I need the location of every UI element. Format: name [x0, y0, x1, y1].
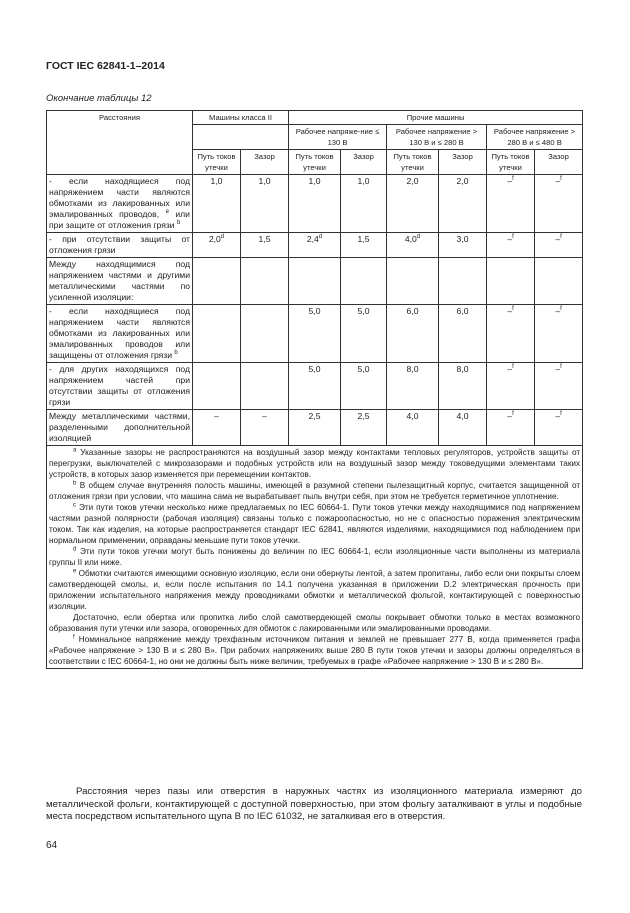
footnote-ref: f — [560, 411, 562, 418]
footnote-ref: f — [512, 176, 514, 183]
row-label-text: - для других находящихся под напряжением частей при отсутствии защиты от отложения грязи — [49, 364, 190, 407]
header-other-machines: Прочие машины — [289, 111, 583, 125]
value-cell — [439, 258, 487, 305]
row-label-text: Между металлическими частями, разделенными дополнительной изоляцией — [49, 411, 190, 443]
cell-value: 5,0 — [308, 364, 321, 374]
value-cell — [535, 410, 583, 446]
cell-value: 2,0 — [208, 234, 221, 244]
cell-value: 4,0 — [406, 411, 419, 421]
cell-value: 5,0 — [357, 306, 370, 316]
value-cell — [289, 305, 341, 363]
value-cell — [535, 305, 583, 363]
footnote — [49, 447, 580, 480]
footnote-ref: f — [512, 411, 514, 418]
cell-value: – — [507, 411, 513, 421]
value-cell — [439, 175, 487, 233]
footnote-text: Обмотки считаются имеющими основную изоляцию, если они обернуты лентой, а затем пропитаны, либо если они покрыты слоем самотвердеющей смолы, и, если после испытания по 14.1 получена указанная в приложении D.2 электрическая прочность при приложении испытательного напряжения между проводниками обмотки и металлической фольгой, контактирующей с поверхностью изоляции. — [49, 569, 581, 611]
value-cell — [289, 175, 341, 233]
table-row — [47, 363, 583, 410]
footnote-marker: c — [73, 502, 76, 509]
footnote-ref: f — [560, 176, 562, 183]
cell-value: 1,5 — [357, 234, 370, 244]
creepage-clearance-table — [46, 110, 583, 669]
footnote-ref: f — [560, 234, 562, 241]
value-cell — [289, 258, 341, 305]
value-cell — [289, 410, 341, 446]
value-cell — [193, 305, 241, 363]
footnote-ref: f — [512, 234, 514, 241]
value-cell — [439, 410, 487, 446]
cell-value: – — [507, 306, 513, 316]
value-cell — [241, 363, 289, 410]
value-cell — [387, 175, 439, 233]
cell-value: 1,0 — [258, 176, 271, 186]
row-label-text: - если находящиеся под напряжением части являются обмотками из лакированных или эмалированных проводов, — [49, 176, 190, 219]
footnote-text: Указанные зазоры не распространяются на воздушный зазор между контактами тепловых регуляторов, устройств защиты от перегрузки, выключателей с микрозазорами и подобных устройств или на воздушный зазор между токоведущими элементами таких устройств, в которых зазор изменяется при перемещении контактов. — [49, 448, 581, 479]
row-label-text: - при отсутствии защиты от отложения грязи — [49, 234, 190, 255]
header-voltage-2: Рабочее напряжение > 130 В и ≤ 280 В — [387, 125, 487, 150]
value-cell — [487, 233, 535, 258]
paragraph-text: Расстояния через пазы или отверстия в наружных частях из изоляционного материала измеряют до металлической фольги, контактирующей с доступной поверхностью, при этом фольгу заталкивают в углы и подобные места посредством испытательного щупа В по IEC 61032, не заталкивая его в отверстия. — [46, 786, 582, 823]
value-cell — [241, 233, 289, 258]
footnote — [49, 612, 580, 634]
cell-value: 4,0 — [456, 411, 469, 421]
value-cell — [387, 305, 439, 363]
header-voltage-3: Рабочее напряжение > 280 В и ≤ 480 В — [487, 125, 583, 150]
footnote — [49, 480, 580, 502]
header-clearance: Зазор — [535, 150, 583, 175]
cell-value: 1,0 — [308, 176, 321, 186]
cell-value: 6,0 — [406, 306, 419, 316]
footnote-ref: e — [165, 209, 169, 216]
cell-value: – — [262, 411, 267, 421]
value-cell — [439, 233, 487, 258]
value-cell — [289, 233, 341, 258]
cell-value: 2,0 — [456, 176, 469, 186]
cell-value: 1,5 — [258, 234, 271, 244]
value-cell — [241, 305, 289, 363]
cell-value: – — [555, 234, 561, 244]
row-label — [47, 175, 193, 233]
header-distances: Расстояния — [47, 111, 193, 175]
value-cell — [487, 305, 535, 363]
value-cell — [193, 175, 241, 233]
value-cell — [193, 258, 241, 305]
body-paragraph — [46, 786, 582, 824]
value-cell — [387, 410, 439, 446]
cell-value: 2,0 — [406, 176, 419, 186]
cell-value: 2,5 — [308, 411, 321, 421]
footnote-text: Достаточно, если обертка или пропитка либо слой самотвердеющей смолы покрывает обмотки только в местах возможного образования пути утечки или зазора, оговоренных для обмоток с лакированными или эмалированными проводами. — [49, 613, 581, 633]
footnote-marker: b — [73, 480, 77, 487]
footnote-ref: f — [560, 364, 562, 371]
cell-value: – — [555, 364, 561, 374]
table-row — [47, 410, 583, 446]
value-cell — [535, 363, 583, 410]
value-cell — [487, 175, 535, 233]
row-label-text: - если находящиеся под напряжением части являются обмотками из лакированных или эмалированных проводов или защищены от отложения грязи — [49, 306, 190, 360]
footnote-ref: f — [560, 306, 562, 313]
table-row — [47, 175, 583, 233]
value-cell — [341, 175, 387, 233]
footnote-text: Эти пути токов утечки несколько ниже предлагаемых по IEC 60664-1. Пути токов утечки между находящимися под напряжением частями разной полярности (рабочая изоляция) связаны только с пожароопасностью, но не с опасностью поражения электрическим током. Так как изделия, на которые распространяется стандарт IEC 62841, являются изделиями, находящимися под наблюдением при нормальном применении, оправданы меньшие пути токов утечки. — [49, 503, 581, 545]
cell-value: 4,0 — [404, 234, 417, 244]
footnote-ref: d — [220, 234, 225, 241]
value-cell — [241, 410, 289, 446]
row-label — [47, 305, 193, 363]
row-label — [47, 258, 193, 305]
value-cell — [487, 410, 535, 446]
header-clearance: Зазор — [439, 150, 487, 175]
footnote-ref: d — [416, 234, 421, 241]
row-label — [47, 410, 193, 446]
footnote-text: Номинальное напряжение между трехфазным источником питания и землей не превышает 277 В, когда применяется графа «Рабочее напряжение > 130 В и ≤ 280 В». При рабочих напряжениях выше 280 В пути токов утечки и зазоры должны определяться в соответствии с IEC 60664-1, но они не должны быть ниже величин, требуемых в графе «Рабочее напряжение > 130 В и ≤ 280 В». — [49, 635, 581, 666]
cell-value: 8,0 — [456, 364, 469, 374]
footnote — [49, 502, 580, 546]
footnote — [49, 546, 580, 568]
value-cell — [535, 233, 583, 258]
cell-value: 1,0 — [210, 176, 223, 186]
value-cell — [487, 258, 535, 305]
cell-value: – — [507, 364, 513, 374]
header-clearance: Зазор — [241, 150, 289, 175]
cell-value: 1,0 — [357, 176, 370, 186]
value-cell — [193, 233, 241, 258]
cell-value: 5,0 — [308, 306, 321, 316]
footnote-ref: f — [512, 364, 514, 371]
header-creepage: Путь токов утечки — [387, 150, 439, 175]
value-cell — [289, 363, 341, 410]
footnote-text: Эти пути токов утечки могут быть понижены до величин по IEC 60664-1, если изоляционные части выполнены из материала группы II или ниже. — [49, 547, 581, 567]
footnote-marker: a — [73, 447, 77, 454]
footnote-text: В общем случае внутренняя полость машины, имеющей в разумной степени пылезащитный корпус, считается защищенной от отложения грязи при условии, что машина сама не вырабатывает пыль внутри себя, при этом не требуется герметичное уплотнение. — [49, 481, 581, 501]
table-notes — [47, 446, 583, 669]
row-label — [47, 233, 193, 258]
footnote — [49, 568, 580, 612]
value-cell — [241, 258, 289, 305]
footnote-marker: f — [73, 634, 75, 641]
header-creepage: Путь токов утечки — [289, 150, 341, 175]
footnote-ref: b — [174, 350, 178, 357]
table-row — [47, 305, 583, 363]
value-cell — [241, 175, 289, 233]
value-cell — [341, 363, 387, 410]
cell-value: – — [507, 176, 513, 186]
cell-value: 2,4 — [306, 234, 319, 244]
value-cell — [387, 258, 439, 305]
value-cell — [487, 363, 535, 410]
cell-value: – — [507, 234, 513, 244]
footnote-marker: e — [73, 568, 77, 575]
value-cell — [193, 410, 241, 446]
value-cell — [341, 305, 387, 363]
cell-value: 8,0 — [406, 364, 419, 374]
footnote-ref: b — [176, 220, 181, 227]
footnote-marker: d — [73, 546, 77, 553]
table-row — [47, 258, 583, 305]
cell-value: 2,5 — [357, 411, 370, 421]
value-cell — [439, 305, 487, 363]
header-voltage-1: Рабочее напряже-ние ≤ 130 В — [289, 125, 387, 150]
cell-value: 6,0 — [456, 306, 469, 316]
header-class2: Машины класса II — [193, 111, 289, 125]
footnote — [49, 634, 580, 667]
header-creepage: Путь токов утечки — [193, 150, 241, 175]
document-header: ГОСТ IEC 62841-1–2014 — [46, 60, 165, 72]
footnote-ref: f — [512, 306, 514, 313]
row-label-text: Между находящимися под напряжением частями и другими металлическими частями по усиленной изоляции: — [49, 259, 190, 302]
cell-value: – — [555, 306, 561, 316]
table-caption: Окончание таблицы 12 — [46, 93, 152, 104]
cell-value: 3,0 — [456, 234, 469, 244]
cell-value: – — [555, 411, 561, 421]
page-number: 64 — [46, 840, 58, 851]
cell-value: – — [214, 411, 219, 421]
value-cell — [341, 410, 387, 446]
table-row — [47, 233, 583, 258]
row-label-text: или при защите от отложения грязи — [49, 209, 190, 230]
value-cell — [193, 363, 241, 410]
cell-value: – — [555, 176, 561, 186]
value-cell — [439, 363, 487, 410]
value-cell — [535, 175, 583, 233]
header-clearance: Зазор — [341, 150, 387, 175]
value-cell — [341, 258, 387, 305]
cell-value: 5,0 — [357, 364, 370, 374]
value-cell — [535, 258, 583, 305]
value-cell — [341, 233, 387, 258]
header-creepage: Путь токов утечки — [487, 150, 535, 175]
footnote-ref: d — [318, 234, 323, 241]
value-cell — [387, 233, 439, 258]
row-label — [47, 363, 193, 410]
value-cell — [387, 363, 439, 410]
